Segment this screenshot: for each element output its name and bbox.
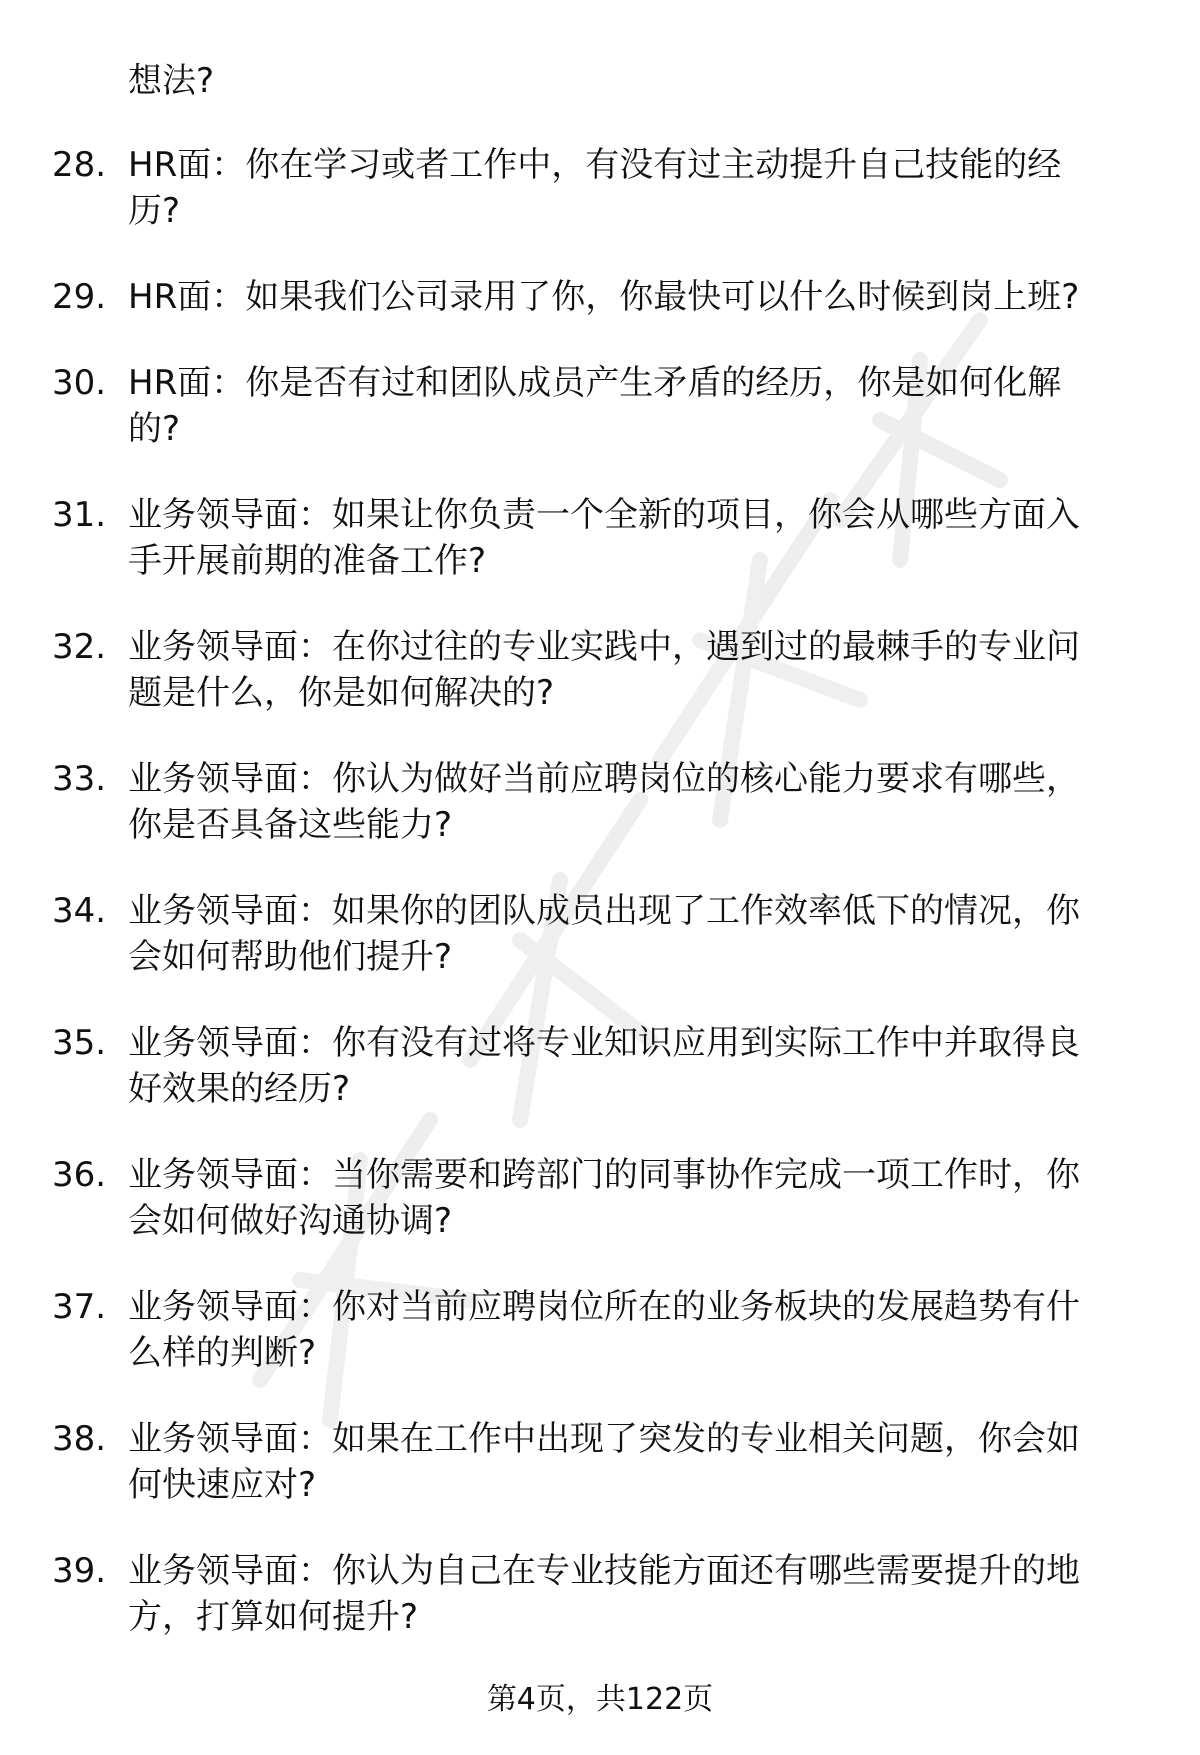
question-text-line: 会如何帮助他们提升? [128,937,453,977]
question-item [0,624,1200,756]
question-item [0,492,1200,624]
question-text-line: 业务领导面：在你过往的专业实践中，遇到过的最棘手的专业问 [128,627,1080,667]
question-number: 36. [52,1155,107,1195]
question-number: 28. [52,145,107,185]
question-number: 33. [52,759,107,799]
question-number: 31. [52,495,107,535]
question-number: 35. [52,1023,107,1063]
question-text-line: 业务领导面：你认为做好当前应聘岗位的核心能力要求有哪些， [128,759,1080,799]
question-text-line: 业务领导面：如果你的团队成员出现了工作效率低下的情况，你 [128,891,1080,931]
question-list [0,142,1200,1680]
question-text [128,756,1138,848]
question-text-line: HR面：你在学习或者工作中，有没有过主动提升自己技能的经 [128,145,1062,185]
question-item [0,1284,1200,1416]
question-number: 32. [52,627,107,667]
question-number: 39. [52,1551,107,1591]
question-text [128,360,1138,452]
question-text-line: 么样的判断? [128,1333,317,1373]
question-text-line: 何快速应对? [128,1465,317,1505]
question-text [128,492,1138,584]
question-text-line: 业务领导面：你认为自己在专业技能方面还有哪些需要提升的地 [128,1551,1080,1591]
question-text [128,1020,1138,1112]
question-text [128,888,1138,980]
question-number: 37. [52,1287,107,1327]
question-number: 34. [52,891,107,931]
question-text-line: 历? [128,191,181,231]
question-text-line: 你是否具备这些能力? [128,805,453,845]
question-number: 38. [52,1419,107,1459]
question-number: 30. [52,363,107,403]
question-item [0,142,1200,274]
question-text-line: 会如何做好沟通协调? [128,1201,453,1241]
question-item [0,888,1200,1020]
question-item [0,756,1200,888]
question-text [128,624,1138,716]
question-text-line: 方，打算如何提升? [128,1597,419,1637]
question-item [0,1548,1200,1680]
question-text [128,1548,1138,1640]
question-text-line: 的? [128,409,181,449]
question-text [128,1416,1138,1508]
question-text [128,274,1138,320]
question-text-line: 业务领导面：如果让你负责一个全新的项目，你会从哪些方面入 [128,495,1080,535]
question-text [128,1152,1138,1244]
question-text-line: 业务领导面：你有没有过将专业知识应用到实际工作中并取得良 [128,1023,1080,1063]
question-item [0,360,1200,492]
question-text-line: 题是什么，你是如何解决的? [128,673,555,713]
question-text-line: 业务领导面：如果在工作中出现了突发的专业相关问题，你会如 [128,1419,1080,1459]
question-text-line: 业务领导面：你对当前应聘岗位所在的业务板块的发展趋势有什 [128,1287,1080,1327]
question-text [128,142,1138,234]
question-item [0,1020,1200,1152]
question-text-line: HR面：你是否有过和团队成员产生矛盾的经历，你是如何化解 [128,363,1062,403]
question-item [0,274,1200,360]
question-number: 29. [52,277,107,317]
question-text [128,1284,1138,1376]
page-footer: 第4页，共122页 [486,1682,714,1717]
question-item [0,1152,1200,1284]
question-text-line: 手开展前期的准备工作? [128,541,487,581]
question-text-line: 好效果的经历? [128,1069,351,1109]
question-text-line: HR面：如果我们公司录用了你，你最快可以什么时候到岗上班? [128,277,1080,317]
question-text-line: 业务领导面：当你需要和跨部门的同事协作完成一项工作时，你 [128,1155,1080,1195]
continuation-line: 想法? [128,61,215,101]
question-item [0,1416,1200,1548]
